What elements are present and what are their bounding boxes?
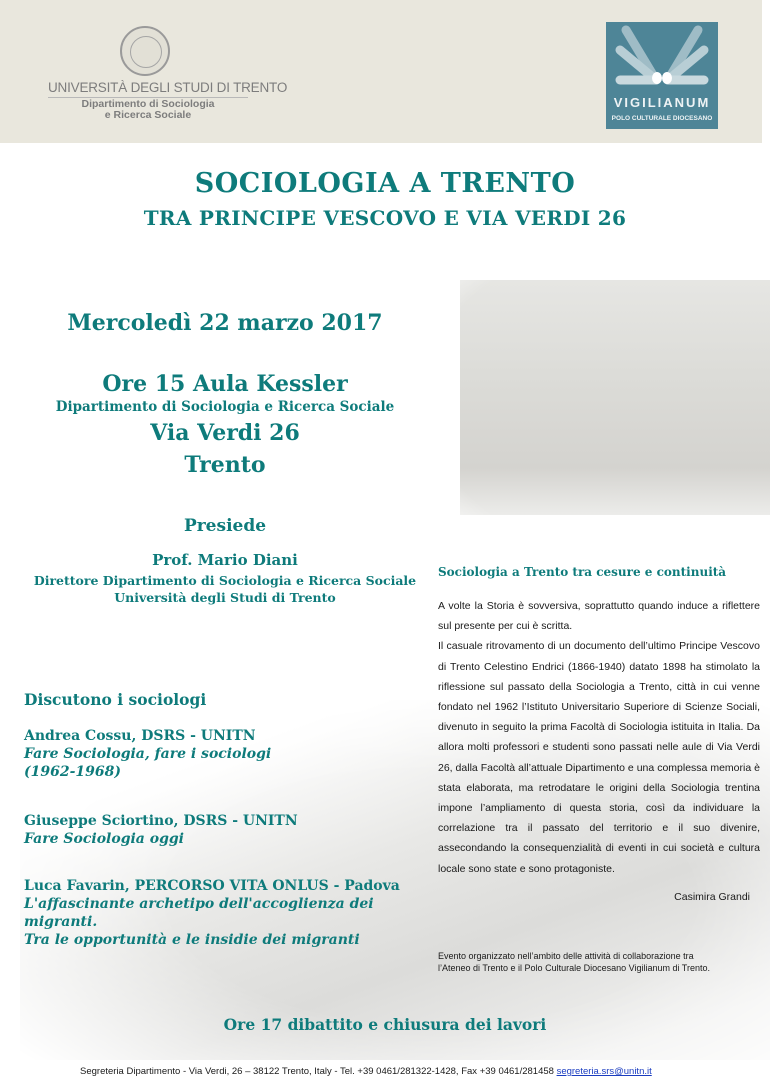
speaker-name: Giuseppe Sciortino, DSRS - UNITN [24, 813, 298, 829]
email-link[interactable]: segreteria.srs@unitn.it [556, 1066, 652, 1077]
chair-label: Presiede [183, 516, 267, 536]
chair-institution: Università degli Studi di Trento [114, 590, 336, 605]
university-seal-icon [120, 26, 170, 76]
vigilianum-title: VIGILIANUM [613, 95, 711, 110]
speaker-item [24, 877, 400, 949]
talk-title: L'affascinante archetipo dell'accoglienza dei [24, 896, 374, 912]
talk-title: migranti. [24, 914, 98, 930]
vigilianum-logo [606, 22, 718, 129]
speaker-item [24, 727, 271, 781]
talk-title: Fare Sociologia oggi [24, 831, 184, 847]
vigilianum-subtitle: POLO CULTURALE DIOCESANO [611, 115, 713, 122]
chair-role: Direttore Dipartimento di Sociologia e Ricerca Sociale [33, 573, 417, 588]
essay-paragraph: Il casuale ritrovamento di un documento dell’ultimo Principe Vescovo di Trento Celestino Endrici (1866-1940) datato 1898 ha stimolato la riflessione sul passato della Sociologia a Trento, città in cui venne fondato nel 1962 l’Istituto Universitario Superiore di Scienze Sociali, divenuto in seguito la prima Facoltà di Sociologia istituita in Italia. Da allora molti professori e studenti sono passati nelle aule di Via Verdi 26, dalla Facoltà all’attuale Dipartimento e una complessa memoria è stata elaborata, ma retrodatare le origini della Sociologia trentina impone l’ampliamento di questa storia, così da individuare la correlazione tra il passato del territorio e il suo divenire, assecondando la consequenzialità di eventi in cui società e cultura locale sono state e sono protagoniste. [438, 640, 760, 875]
talk-title: Tra le opportunità e le insidie dei migranti [24, 932, 360, 948]
speaker-item [24, 812, 298, 848]
event-department: Dipartimento di Sociologia e Ricerca Sociale [55, 399, 395, 415]
event-address: Via Verdi 26 [150, 420, 300, 446]
talk-title: (1962-1968) [24, 764, 121, 780]
speaker-name: Luca Favarin, PERCORSO VITA ONLUS - Padova [24, 878, 400, 894]
main-title: SOCIOLOGIA A TRENTO [194, 168, 576, 199]
essay-body [438, 596, 760, 879]
university-name: UNIVERSITÀ DEGLI STUDI DI TRENTO [48, 80, 248, 98]
sub-title: TRA PRINCIPE VESCOVO E VIA VERDI 26 [143, 206, 627, 230]
event-time-room: Ore 15 Aula Kessler [102, 371, 348, 397]
organization-note: Evento organizzato nell’ambito delle attività di collaborazione tra l’Ateneo di Trento e il Polo Culturale Diocesano Vigilianum di Trento. [438, 951, 710, 973]
footer-contact [80, 1066, 770, 1077]
essay-title: Sociologia a Trento tra cesure e continuità [438, 565, 727, 579]
closing-note: Ore 17 dibattito e chiusura dei lavori [223, 1015, 547, 1034]
vigilianum-rays-icon [606, 22, 718, 94]
talk-title: Fare Sociologia, fare i sociologi [24, 746, 272, 762]
building-entrance-photo [460, 280, 770, 515]
department-name: Dipartimento di Sociologia e Ricerca Sociale [81, 98, 215, 121]
event-date: Mercoledì 22 marzo 2017 [67, 310, 383, 336]
speaker-name: Andrea Cossu, DSRS - UNITN [24, 728, 256, 744]
essay-paragraph: A volte la Storia è sovversiva, soprattutto quando induce a riflettere sul presente per cui è scritta. [438, 600, 760, 633]
discussion-heading: Discutono i sociologi [24, 690, 207, 709]
chair-name: Prof. Mario Diani [152, 551, 298, 569]
footer-text: Segreteria Dipartimento - Via Verdi, 26 – 38122 Trento, Italy - Tel. +39 0461/281322-1428, Fax +39 0461/281458 [80, 1066, 557, 1077]
header-banner [0, 0, 762, 143]
event-city: Trento [184, 452, 266, 478]
essay-author: Casimira Grandi [674, 891, 750, 903]
